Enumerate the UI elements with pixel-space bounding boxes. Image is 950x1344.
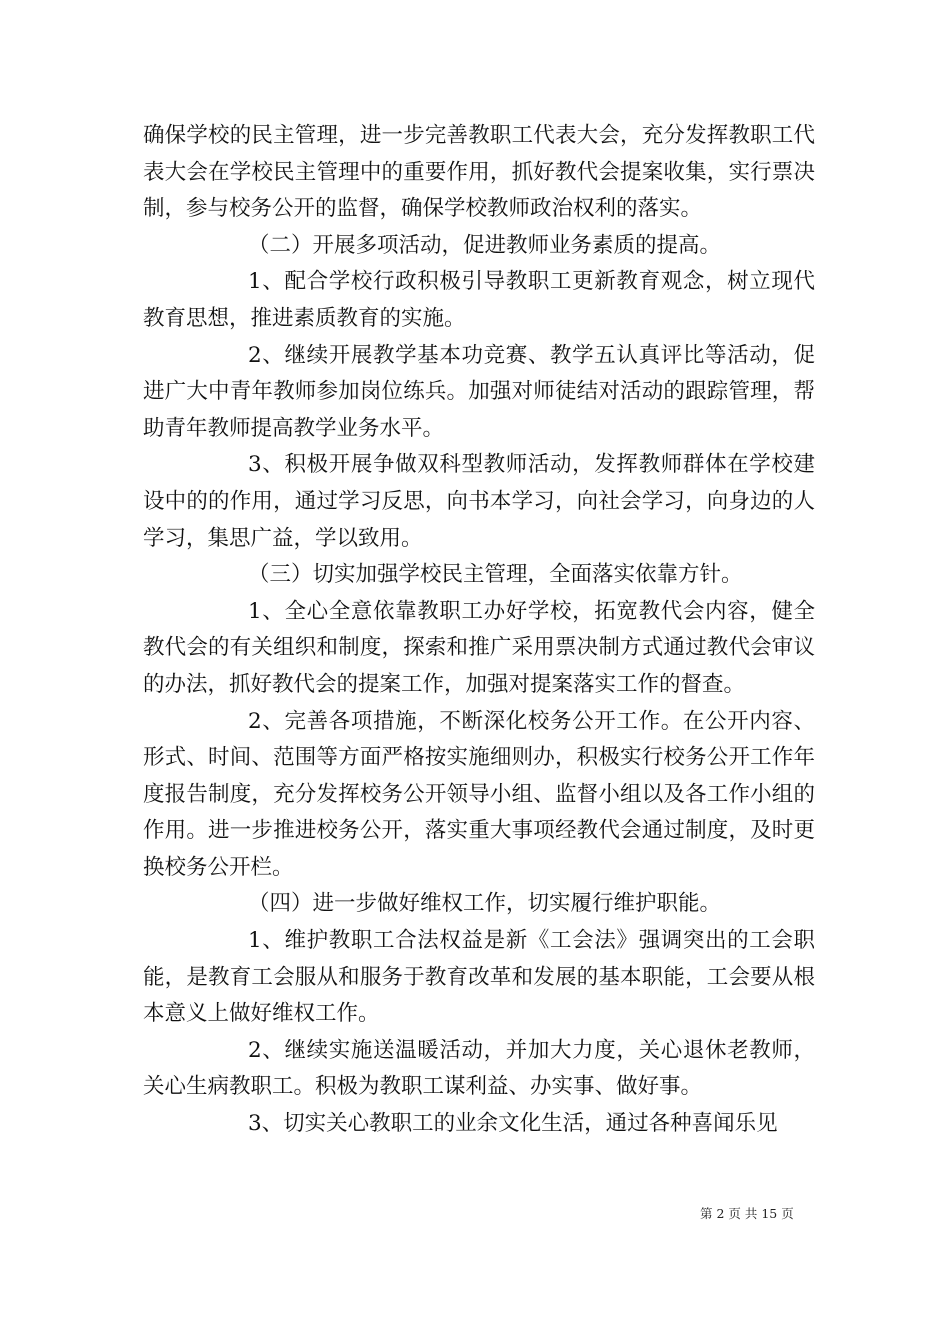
paragraph: 1、配合学校行政积极引导教职工更新教育观念，树立现代教育思想，推进素质教育的实施。 — [143, 269, 815, 331]
page-number: 第 2 页 共 15 页 — [700, 1206, 794, 1221]
paragraph: 2、继续实施送温暖活动，并加大力度，关心退休老教师，关心生病教职工。积极为教职工谋利益、办实事、做好事。 — [143, 1037, 815, 1100]
paragraph: 1、维护教职工合法权益是新《工会法》强调突出的工会职能，是教育工会服从和服务于教育改革和发展的基本职能，工会要从根本意义上做好维权工作。 — [143, 928, 815, 1027]
section-heading: （二）开展多项活动，促进教师业务素质的提高。 — [248, 232, 722, 258]
document-body — [143, 118, 815, 1143]
paragraph: 3、积极开展争做双科型教师活动，发挥教师群体在学校建设中的的作用，通过学习反思，向书本学习，向社会学习，向身边的人学习，集思广益，学以致用。 — [143, 452, 815, 551]
section-heading: （四）进一步做好维权工作，切实履行维护职能。 — [248, 891, 722, 917]
paragraph: 1、全心全意依靠教职工办好学校，拓宽教代会内容，健全教代会的有关组织和制度，探索和推广采用票决制方式通过教代会审议的办法，抓好教代会的提案工作，加强对提案落实工作的督查。 — [143, 598, 815, 697]
paragraph: 确保学校的民主管理，进一步完善教职工代表大会，充分发挥教职工代表大会在学校民主管理中的重要作用，抓好教代会提案收集，实行票决制，参与校务公开的监督，确保学校教师政治权利的落实。 — [143, 123, 815, 222]
paragraph: 2、完善各项措施，不断深化校务公开工作。在公开内容、形式、时间、范围等方面严格按实施细则办，积极实行校务公开工作年度报告制度，充分发挥校务公开领导小组、监督小组以及各工作小组的作用。进一步推进校务公开，落实重大事项经教代会通过制度，及时更换校务公开栏。 — [143, 708, 815, 880]
paragraph: 2、继续开展教学基本功竞赛、教学五认真评比等活动，促进广大中青年教师参加岗位练兵。加强对师徒结对活动的跟踪管理，帮助青年教师提高教学业务水平。 — [143, 342, 815, 441]
section-heading: （三）切实加强学校民主管理，全面落实依靠方针。 — [248, 562, 743, 588]
paragraph: 3、切实关心教职工的业余文化生活，通过各种喜闻乐见 — [248, 1111, 778, 1137]
